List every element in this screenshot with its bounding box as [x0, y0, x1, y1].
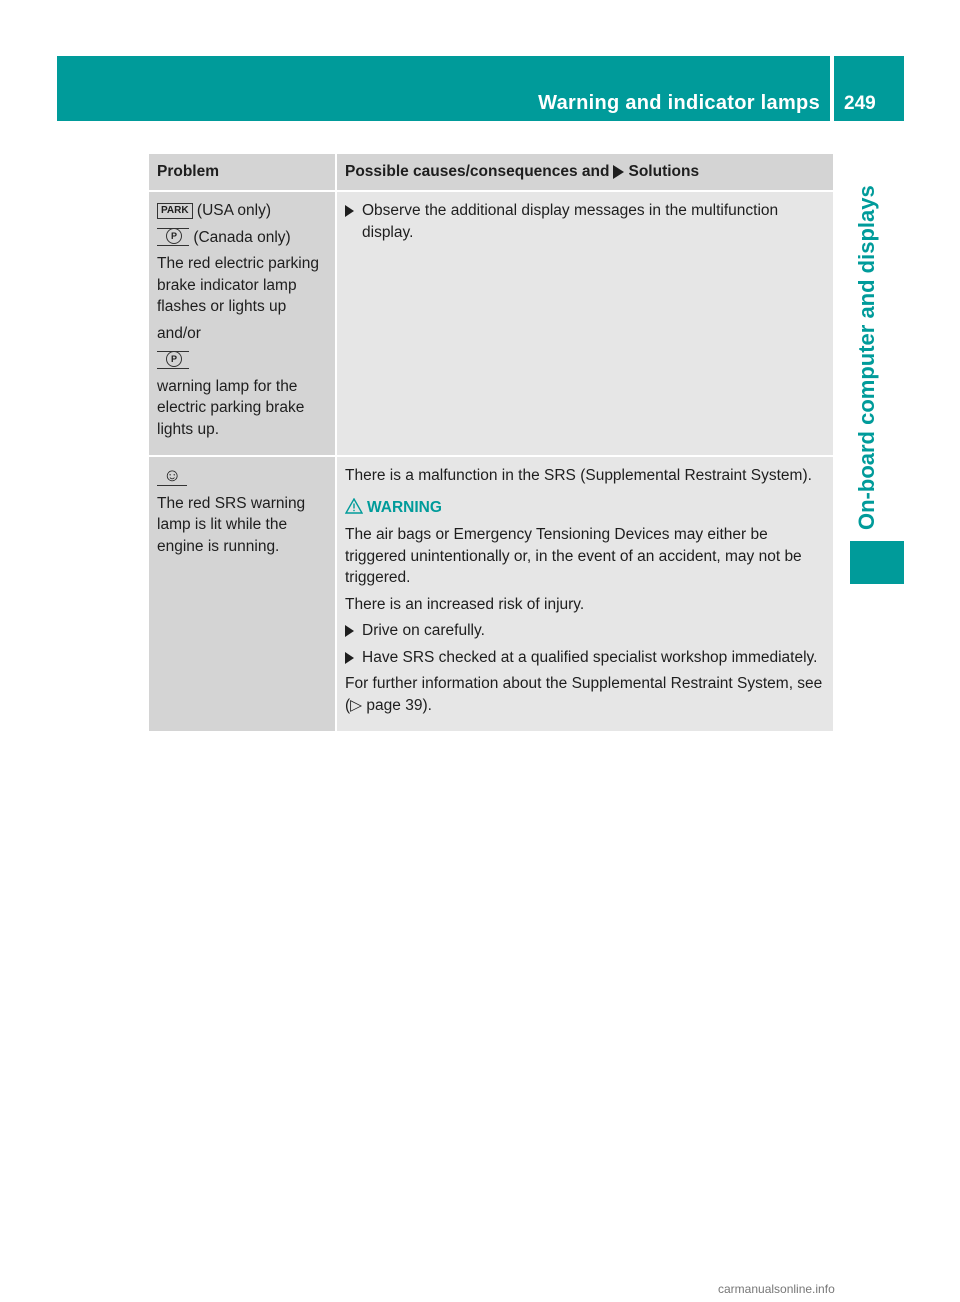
bullet-arrow-icon	[345, 652, 354, 664]
solution-bullet-text: Observe the additional display messages in the multifunction display.	[362, 202, 779, 241]
and-or-text: and/or	[157, 324, 201, 342]
warning-lamps-table	[149, 154, 833, 731]
page-number-box	[834, 56, 904, 121]
further-info-b: ).	[422, 696, 432, 714]
bullet-arrow-icon	[345, 205, 354, 217]
further-info	[345, 673, 825, 716]
list-item	[345, 200, 825, 243]
srs-airbag-icon: ☺	[157, 465, 187, 486]
warning-text: The air bags or Emergency Tensioning Devices may either be triggered unintentionally or, in the event of an accident, may not be triggered.	[345, 526, 802, 586]
canada-note: (Canada only)	[193, 228, 291, 246]
arrow-right-icon	[613, 165, 624, 179]
column-header-solutions	[336, 154, 833, 191]
parking-brake-circle-icon	[157, 228, 189, 246]
page-reference-link[interactable]: page 39	[366, 696, 423, 714]
warning-triangle-icon	[345, 498, 363, 514]
warning-heading	[345, 497, 825, 519]
problem-desc-2: warning lamp for the electric parking brake lights up.	[157, 377, 305, 438]
bullet-drive-carefully: Drive on carefully.	[362, 622, 485, 639]
risk-text: There is an increased risk of injury.	[345, 595, 585, 613]
watermark: carmanualsonline.info	[718, 1282, 835, 1296]
malfunction-intro: There is a malfunction in the SRS (Supplemental Restraint System).	[345, 467, 812, 484]
table-row	[149, 191, 833, 456]
parking-brake-warning-icon	[157, 351, 189, 369]
section-title: Warning and indicator lamps	[538, 92, 820, 114]
further-info-a: For further information about the Supplemental Restraint System, see (	[345, 675, 823, 714]
column-header-solutions-b: Solutions	[628, 163, 700, 181]
chapter-title: On-board computer and displays	[854, 185, 879, 530]
column-header-problem: Problem	[149, 154, 336, 191]
problem-cell	[149, 191, 336, 456]
column-header-solutions-a: Possible causes/consequences and	[345, 163, 610, 181]
usa-note: (USA only)	[196, 202, 271, 219]
bullet-check-srs: Have SRS checked at a qualified specialist workshop immediately.	[362, 648, 818, 666]
warning-label: WARNING	[367, 498, 442, 516]
bullet-arrow-icon	[345, 625, 354, 637]
problem-desc: The red SRS warning lamp is lit while the engine is running.	[157, 494, 306, 555]
list-item	[345, 620, 825, 642]
problem-cell	[149, 456, 336, 731]
table-row	[149, 456, 833, 731]
table-header-row	[149, 154, 833, 191]
problem-desc-1: The red electric parking brake indicator lamp flashes or lights up	[157, 255, 319, 315]
page-ref-triangle-icon: ▷	[350, 696, 363, 714]
park-lamp-icon: PARK	[157, 203, 193, 219]
header-bar	[57, 56, 830, 121]
chapter-tab	[850, 541, 904, 584]
list-item	[345, 647, 825, 669]
page-number: 249	[844, 93, 876, 114]
solution-cell	[336, 456, 833, 731]
solution-cell	[336, 191, 833, 456]
